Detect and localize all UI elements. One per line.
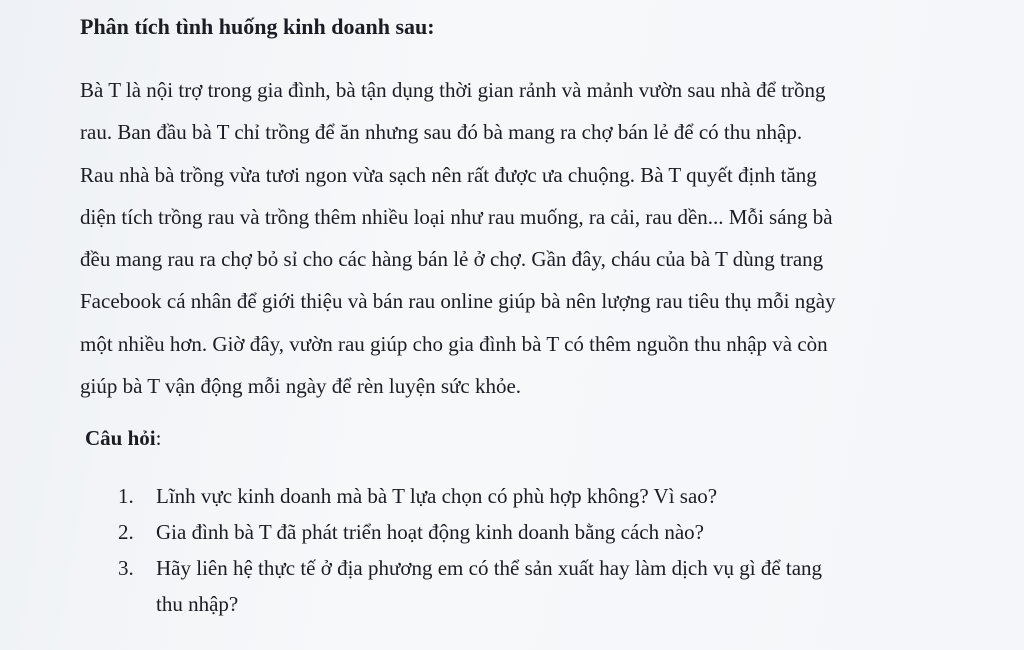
question-text: Lĩnh vực kinh doanh mà bà T lựa chọn có phù hợp không? Vì sao?: [156, 484, 718, 508]
question-text: Hãy liên hệ thực tế ở địa phương em có thể sản xuất hay làm dịch vụ gì để tang: [156, 556, 823, 580]
question-item: [118, 478, 978, 514]
paragraph-line: Facebook cá nhân để giới thiệu và bán rau online giúp bà nên lượng rau tiêu thụ mỗi ngày: [80, 289, 836, 314]
paragraph-line: rau. Ban đầu bà T chỉ trồng để ăn nhưng sau đó bà mang ra chợ bán lẻ để có thu nhập.: [80, 120, 803, 145]
question-item: [118, 550, 978, 622]
question-number: 3.: [118, 556, 134, 580]
paragraph-line: diện tích trồng rau và trồng thêm nhiều loại như rau muống, ra cải, rau dền... Mỗi sáng bà: [80, 204, 833, 229]
paragraph-line: một nhiều hơn. Giờ đây, vườn rau giúp cho gia đình bà T có thêm nguồn thu nhập và còn: [80, 331, 828, 356]
case-paragraph: [80, 69, 965, 407]
paragraph-line: Bà T là nội trợ trong gia đình, bà tận dụng thời gian rảnh và mảnh vườn sau nhà để trồng: [80, 78, 826, 102]
document-title: Phân tích tình huống kinh doanh sau:: [80, 14, 435, 39]
question-text-continued: thu nhập?: [156, 592, 239, 616]
paragraph-line: giúp bà T vận động mỗi ngày để rèn luyện sức khỏe.: [80, 374, 522, 399]
paragraph-line: đều mang rau ra chợ bỏ sỉ cho các hàng bán lẻ ở chợ. Gần đây, cháu của bà T dùng trang: [80, 247, 824, 272]
question-number: 2.: [118, 520, 134, 544]
questions-heading-colon: :: [155, 426, 162, 450]
question-number: 1.: [118, 484, 134, 508]
paragraph-line: Rau nhà bà trồng vừa tươi ngon vừa sạch nên rất được ưa chuộng. Bà T quyết định tăng: [80, 162, 817, 187]
question-text: Gia đình bà T đã phát triển hoạt động kinh doanh bằng cách nào?: [156, 520, 704, 544]
question-item: [118, 514, 978, 550]
questions-heading-text: Câu hỏi: [85, 426, 156, 450]
questions-heading: [85, 423, 161, 453]
questions-list: [118, 478, 978, 622]
